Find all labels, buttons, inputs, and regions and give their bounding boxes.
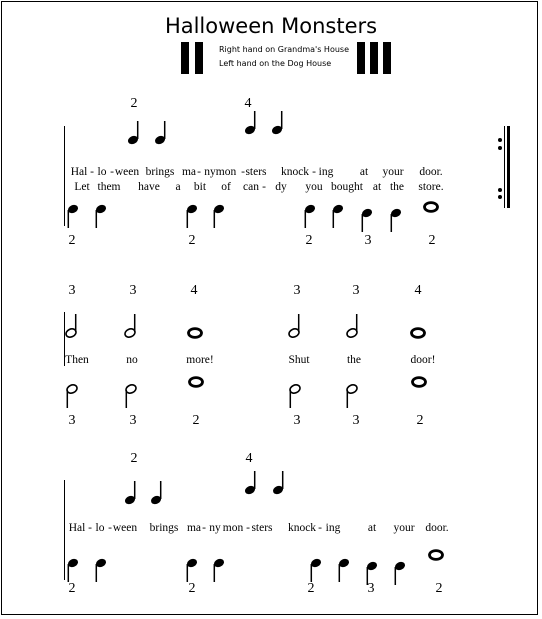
- lyric-word: -: [312, 166, 316, 178]
- finger-number: 3: [129, 283, 137, 298]
- lyric-word: more!: [186, 354, 214, 366]
- half-note: [285, 369, 305, 409]
- quarter-note: [267, 110, 287, 150]
- finger-number: 3: [352, 413, 360, 428]
- lyric-word: -: [318, 522, 322, 534]
- lyric-word: the: [346, 354, 362, 366]
- finger-number: 2: [428, 233, 436, 248]
- half-note: [121, 369, 141, 409]
- whole-note: [426, 535, 446, 575]
- finger-number: 2: [192, 413, 200, 428]
- whole-note: [409, 362, 429, 402]
- instruction-right-hand: Right hand on Grandma's House: [219, 45, 349, 54]
- whole-note: [408, 313, 428, 353]
- lyric-word: no: [126, 354, 138, 366]
- half-note: [61, 313, 81, 353]
- quarter-note: [240, 470, 260, 510]
- lyric-word: can: [243, 181, 259, 193]
- quarter-note: [386, 193, 406, 233]
- quarter-note: [91, 189, 111, 229]
- lyric-word: store.: [418, 181, 444, 193]
- black-key: [357, 42, 365, 74]
- repeat-dot: [498, 195, 502, 199]
- lyric-word: them: [97, 181, 121, 193]
- finger-number: 3: [367, 581, 375, 596]
- lyric-word: Then: [65, 354, 89, 366]
- finger-number: 4: [190, 283, 198, 298]
- quarter-note: [240, 110, 260, 150]
- finger-number: 2: [305, 233, 313, 248]
- lyric-word: -: [202, 522, 206, 534]
- finger-number: 3: [129, 413, 137, 428]
- finger-number: 3: [364, 233, 372, 248]
- lyric-word: brings: [149, 522, 179, 534]
- whole-note: [186, 362, 206, 402]
- whole-note: [185, 313, 205, 353]
- quarter-note: [306, 543, 326, 583]
- half-note: [342, 313, 362, 353]
- half-note: [62, 369, 82, 409]
- finger-number: 2: [188, 581, 196, 596]
- finger-number: 3: [68, 413, 76, 428]
- lyric-word: mon: [222, 522, 244, 534]
- lyric-word: Let: [74, 181, 90, 193]
- lyric-word: Hal: [70, 166, 88, 178]
- quarter-note: [268, 470, 288, 510]
- whole-note: [421, 187, 441, 227]
- lyric-word: -: [197, 166, 201, 178]
- lyric-word: sters: [251, 522, 273, 534]
- half-note: [342, 369, 362, 409]
- lyric-word: door.: [419, 166, 443, 178]
- finger-number: 2: [68, 581, 76, 596]
- lyric-word: lo: [97, 166, 107, 178]
- quarter-note: [91, 543, 111, 583]
- quarter-note: [63, 189, 83, 229]
- lyric-word: ween: [114, 166, 140, 178]
- lyric-word: mon: [215, 166, 237, 178]
- quarter-note: [300, 189, 320, 229]
- finger-number: 3: [293, 413, 301, 428]
- lyric-word: bit: [193, 181, 207, 193]
- instruction-left-hand: Left hand on the Dog House: [219, 59, 332, 68]
- lyric-word: door.: [425, 522, 449, 534]
- quarter-note: [150, 120, 170, 160]
- lyric-word: at: [372, 181, 382, 193]
- lyric-word: of: [221, 181, 231, 193]
- quarter-note: [209, 543, 229, 583]
- finger-number: 4: [245, 451, 253, 466]
- lyric-word: brings: [145, 166, 175, 178]
- quarter-note: [328, 189, 348, 229]
- finger-number: 3: [293, 283, 301, 298]
- lyric-word: your: [393, 522, 415, 534]
- black-key: [383, 42, 391, 74]
- quarter-note: [362, 546, 382, 586]
- lyric-word: dy: [275, 181, 287, 193]
- half-note: [284, 313, 304, 353]
- lyric-word: door!: [410, 354, 436, 366]
- final-barline-thick: [507, 126, 510, 208]
- lyric-word: -: [246, 522, 250, 534]
- lyric-word: lo: [95, 522, 105, 534]
- lyric-word: knock: [280, 166, 310, 178]
- finger-number: 2: [130, 96, 138, 111]
- lyric-word: you: [305, 181, 323, 193]
- lyric-word: at: [367, 522, 377, 534]
- finger-number: 2: [130, 451, 138, 466]
- quarter-note: [182, 189, 202, 229]
- lyric-word: Shut: [288, 354, 310, 366]
- half-note: [120, 313, 140, 353]
- repeat-dot: [498, 188, 502, 192]
- lyric-word: your: [382, 166, 404, 178]
- lyric-word: ween: [112, 522, 138, 534]
- lyric-word: the: [389, 181, 405, 193]
- lyric-word: -: [90, 166, 94, 178]
- lyric-word: Hal: [68, 522, 86, 534]
- black-key: [181, 42, 189, 74]
- finger-number: 4: [244, 96, 252, 111]
- lyric-word: -: [88, 522, 92, 534]
- repeat-dot: [498, 138, 502, 142]
- finger-number: 2: [68, 233, 76, 248]
- lyric-word: at: [359, 166, 369, 178]
- quarter-note: [146, 480, 166, 520]
- lyric-word: ing: [325, 522, 341, 534]
- lyric-word: a: [175, 181, 181, 193]
- finger-number: 4: [414, 283, 422, 298]
- finger-number: 2: [188, 233, 196, 248]
- lyric-word: -: [262, 181, 266, 193]
- quarter-note: [182, 543, 202, 583]
- lyric-word: ny: [209, 522, 221, 534]
- quarter-note: [63, 543, 83, 583]
- lyric-word: sters: [245, 166, 267, 178]
- quarter-note: [123, 120, 143, 160]
- lyric-word: -: [108, 522, 112, 534]
- quarter-note: [390, 546, 410, 586]
- lyric-word: knock: [287, 522, 317, 534]
- black-key: [195, 42, 203, 74]
- lyric-word: bought: [331, 181, 363, 193]
- finger-number: 3: [68, 283, 76, 298]
- finger-number: 2: [307, 581, 315, 596]
- finger-number: 3: [352, 283, 360, 298]
- quarter-note: [209, 189, 229, 229]
- lyric-word: have: [138, 181, 160, 193]
- lyric-word: ma: [186, 522, 202, 534]
- quarter-note: [334, 543, 354, 583]
- lyric-word: ny: [204, 166, 216, 178]
- final-barline-thin: [504, 126, 505, 208]
- lyric-word: -: [110, 166, 114, 178]
- finger-number: 2: [416, 413, 424, 428]
- lyric-word: -: [241, 166, 245, 178]
- lyric-word: ing: [318, 166, 334, 178]
- page-title: Halloween Monsters: [164, 14, 378, 38]
- finger-number: 2: [435, 581, 443, 596]
- repeat-dot: [498, 146, 502, 150]
- quarter-note: [120, 480, 140, 520]
- black-key: [370, 42, 378, 74]
- lyric-word: ma: [181, 166, 197, 178]
- quarter-note: [357, 193, 377, 233]
